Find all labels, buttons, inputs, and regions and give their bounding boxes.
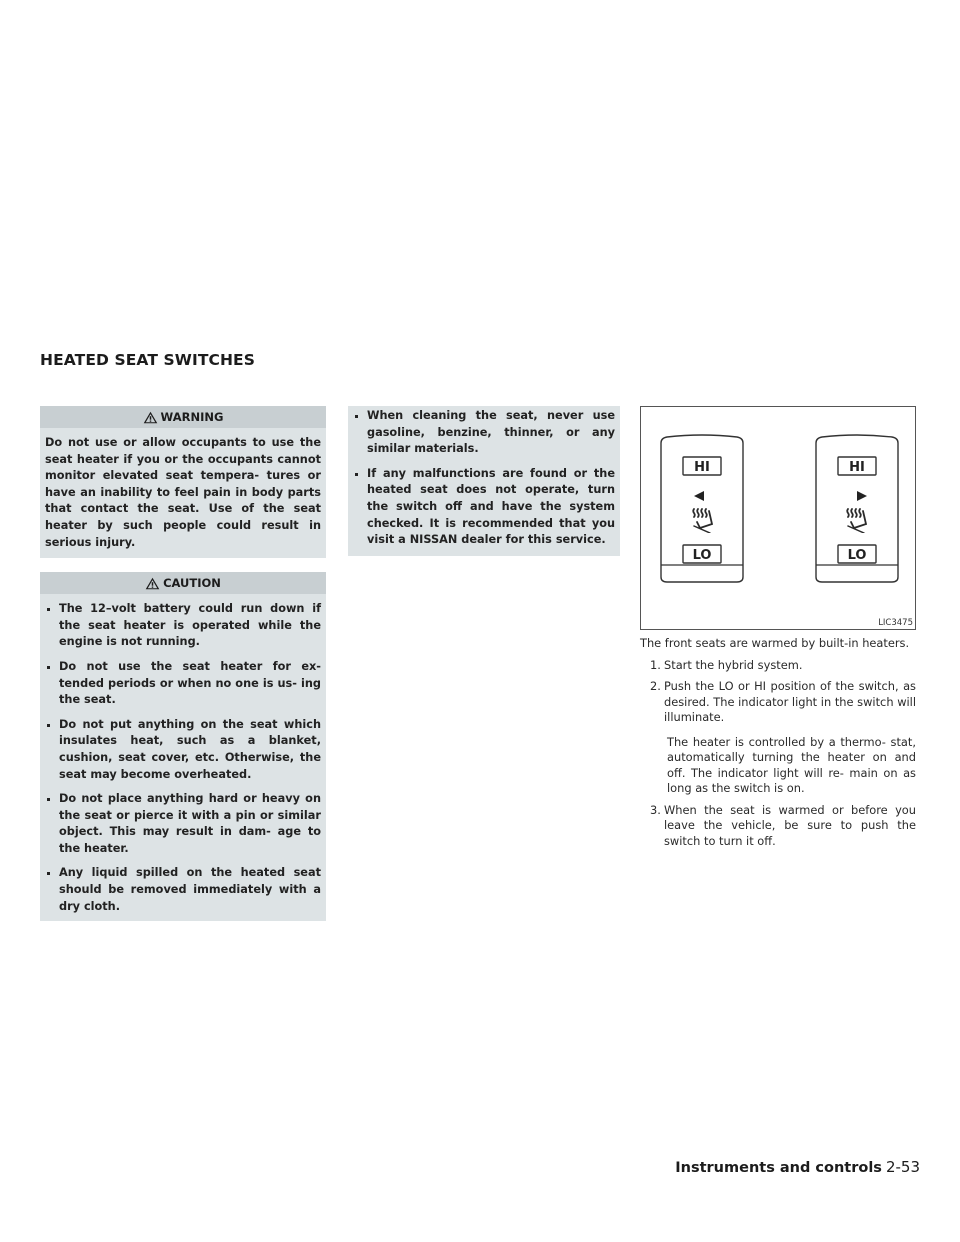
left-lo-label: LO (692, 548, 712, 563)
step-note: The heater is controlled by a thermo- stat, automatically turning the heater on and off. The indicator light will re- main on as long as the switch is on. (667, 734, 916, 795)
column-1 (40, 406, 326, 921)
page-number: 2-53 (885, 1158, 920, 1176)
caution-item: Any liquid spilled on the heated seat should be removed immediately with a dry cloth. (45, 865, 321, 915)
step-item (640, 658, 916, 674)
page-footer (675, 1158, 920, 1176)
left-heated-seat-switch (661, 435, 743, 582)
caution-list (40, 594, 326, 921)
step-item (640, 679, 916, 797)
warning-box (40, 406, 326, 558)
heated-seat-switch-figure (640, 406, 916, 630)
caution-item: The 12–volt battery could run down if the seat heater is operated while the engine is not running. (45, 601, 321, 651)
caution-heading: CAUTION (163, 576, 221, 591)
section-title: HEATED SEAT SWITCHES (40, 351, 255, 369)
warning-heading: WARNING (160, 410, 224, 424)
warning-triangle-icon (143, 411, 158, 424)
intro-paragraph: The front seats are warmed by built-in heaters. (640, 636, 910, 650)
caution-box (40, 572, 326, 921)
step-item (640, 803, 916, 850)
step-number: 1. (650, 657, 661, 672)
caution-item: When cleaning the seat, never use gasoline, benzine, thinner, or any similar materials. (353, 408, 615, 458)
caution-item: If any malfunctions are found or the heated seat does not operate, turn the switch off and have the system checked. It is recommended that you visit a NISSAN dealer for this service. (353, 466, 615, 549)
right-hi-label: HI (849, 460, 865, 475)
column-2 (348, 406, 620, 556)
left-hi-label: HI (694, 460, 710, 475)
step-text: Push the LO or HI position of the switch, as desired. The indicator light in the switch will illuminate. (664, 679, 916, 724)
step-number: 2. (650, 679, 661, 693)
steps-list (640, 658, 916, 850)
caution-item: Do not put anything on the seat which insulates heat, such as a blanket, cushion, seat cover, etc. Otherwise, the seat may become overheated. (45, 717, 321, 783)
step-text: When the seat is warmed or before you leave the vehicle, be sure to push the switch to turn it off. (664, 802, 916, 848)
caution-continued-list (348, 406, 620, 556)
caution-header (40, 572, 326, 594)
warning-header (40, 406, 326, 428)
column-3 (640, 406, 916, 849)
step-text: Start the hybrid system. (664, 657, 803, 672)
caution-triangle-icon (145, 577, 160, 590)
chapter-title: Instruments and controls (675, 1160, 882, 1176)
figure-code: LIC3475 (878, 618, 913, 628)
warning-text: Do not use or allow occupants to use the seat heater if you or the occupants cannot monitor elevated seat tempera- tures or have an inability to feel pain in body parts that contact the seat. Use of the seat heater by such people could result in serious injury. (40, 428, 326, 558)
caution-item: Do not place anything hard or heavy on the seat or pierce it with a pin or similar object. This may result in dam- age to the heater. (45, 791, 321, 857)
caution-item: Do not use the seat heater for ex- tended periods or when no one is us- ing the seat. (45, 659, 321, 709)
right-lo-label: LO (847, 548, 867, 563)
step-number: 3. (650, 802, 661, 817)
right-heated-seat-switch (816, 435, 898, 582)
